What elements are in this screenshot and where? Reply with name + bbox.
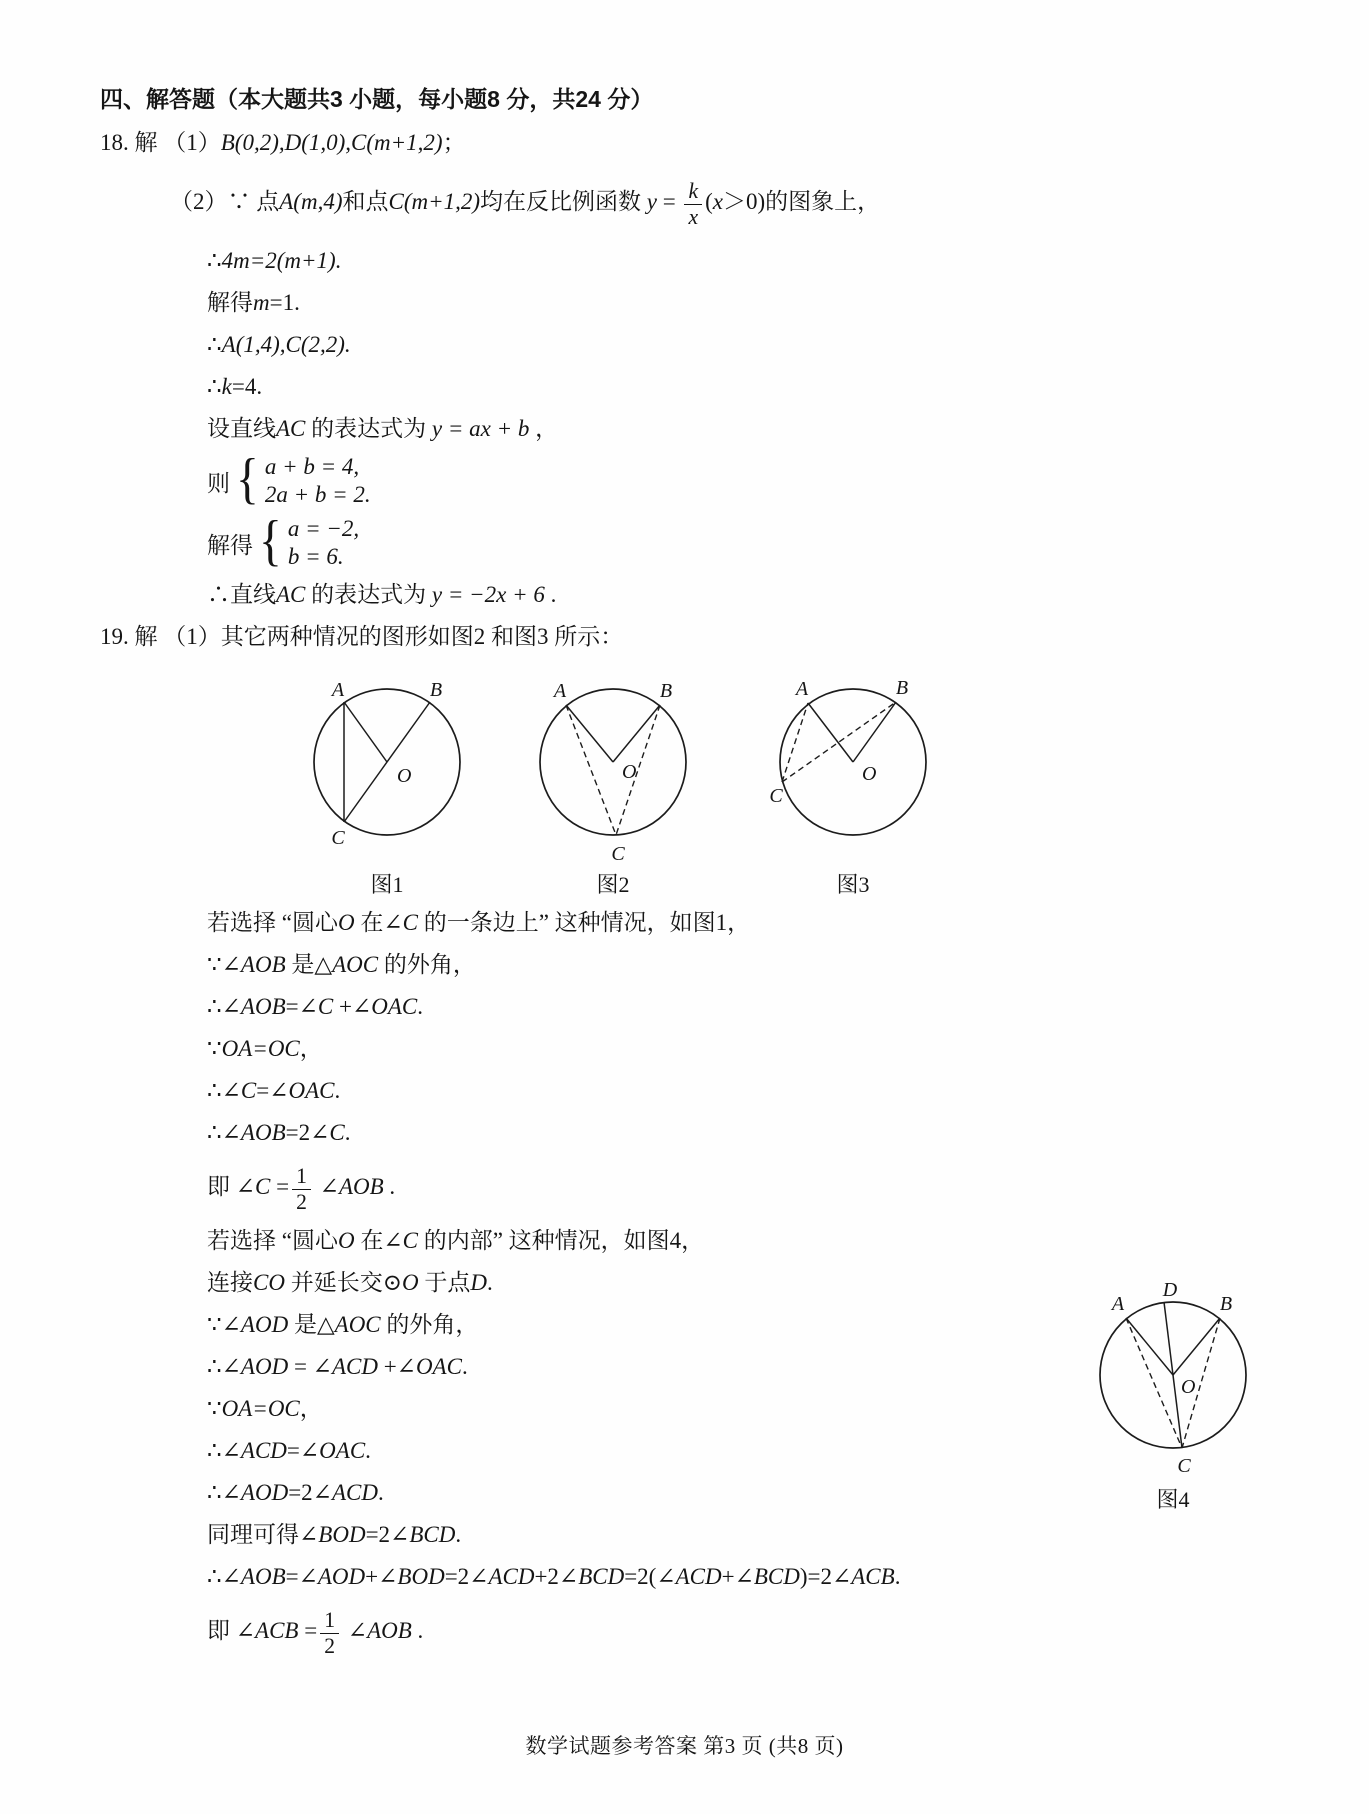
q19-line-15: ∴∠AOD=2∠ACD. [207, 1480, 384, 1505]
segment-ca-dashed [782, 703, 808, 782]
point-label-b: B [659, 680, 673, 702]
figure-3-diagram [768, 670, 938, 870]
q18-line-5: ∴A(1,4),C(2,2). [207, 332, 351, 357]
segment-ac-dashed [566, 705, 616, 835]
q19-line-9: 若选择 “圆心O 在∠C 的内部” 这种情况，如图4， [207, 1228, 705, 1253]
system-label: 则 [207, 470, 230, 496]
segment-ao [808, 703, 853, 762]
point-label-o: O [397, 765, 412, 787]
q19-line-7: ∴∠AOB=2∠C. [207, 1120, 351, 1145]
figure-row [302, 670, 1369, 898]
q19-line-11: ∵∠AOD 是△AOC 的外角， [207, 1312, 479, 1337]
diameter-dc [1164, 1302, 1182, 1448]
figure-3-caption: 图3 [836, 872, 870, 897]
system-equation-1: a + b = 4, [264, 454, 360, 479]
q19-line-18: 即 ∠ACB = $\frac{1}{2}$ ∠AOB . [207, 1607, 424, 1658]
point-label-a: A [795, 678, 809, 700]
figure-2-caption: 图2 [596, 872, 630, 897]
segment-bo [853, 702, 896, 762]
point-label-b: B [895, 677, 909, 699]
figure-3 [768, 670, 938, 898]
q19-line-17: ∴∠AOB=∠AOD+∠BOD=2∠ACD+2∠BCD=2(∠ACD+∠BCD)=2∠ACB. [207, 1564, 901, 1589]
page-footer: 数学试题参考答案 第3 页 (共8 页) [525, 1734, 844, 1758]
q19-line-6: ∴∠C=∠OAC. [207, 1078, 341, 1103]
q19-line-4: ∴∠AOB=∠C +∠OAC. [207, 994, 423, 1019]
point-label-d: D [1162, 1280, 1178, 1301]
q19-line-12: ∴∠AOD = ∠ACD +∠OAC. [207, 1354, 468, 1379]
system-equations [288, 515, 359, 571]
q18-line-2: （2）∵ 点A(m,4)和点C(m+1,2)均在反比例函数 y = $\frac{k}{x}$ (x＞0)的图象上， [170, 178, 881, 229]
q19-line-3: ∵∠AOB 是△AOC 的外角， [207, 952, 476, 977]
point-label-o: O [622, 761, 637, 783]
point-label-b: B [1219, 1293, 1233, 1315]
q19-line-16: 同理可得∠BOD=2∠BCD. [207, 1522, 462, 1547]
equation-system-1 [207, 450, 1369, 512]
point-label-o: O [862, 763, 877, 785]
figure-1-caption: 图1 [370, 872, 404, 897]
point-label-o: O [1181, 1376, 1196, 1398]
q19-line-8: 即 ∠C = $\frac{1}{2}$ ∠AOB . [207, 1163, 396, 1214]
system-equation-2: 2a + b = 2. [264, 482, 371, 507]
figure-2-diagram [528, 670, 698, 870]
q19-line-14: ∴∠ACD=∠OAC. [207, 1438, 371, 1463]
point-label-c: C [331, 827, 345, 849]
segment-ao [566, 705, 613, 762]
segment-ao [1126, 1318, 1173, 1375]
point-label-c: C [769, 785, 783, 807]
q18-line-3: ∴4m=2(m+1). [207, 248, 342, 273]
figure-2 [528, 670, 698, 898]
figure-1-diagram [302, 670, 472, 870]
segment-bo [613, 705, 660, 762]
system-label: 解得 [207, 532, 253, 558]
system-equation-2: b = 6. [287, 544, 344, 569]
q18-line-10: ∴直线AC 的表达式为 y = −2x + 6 . [207, 582, 557, 607]
figure-1 [302, 670, 472, 898]
q18-line-7: 设直线AC 的表达式为 y = ax + b ， [207, 416, 559, 441]
q19-line-5: ∵OA=OC， [207, 1036, 323, 1061]
figure-4-caption: 图4 [1156, 1487, 1190, 1512]
point-label-a: A [553, 680, 567, 702]
q19-answer-line: 19. 解 （1）其它两种情况的图形如图2 和图3 所示： [100, 624, 624, 649]
q18-line-4: 解得m=1. [207, 290, 300, 315]
q18-answer-line: 18. 解 （1）B(0,2),D(1,0),C(m+1,2)； [100, 130, 466, 155]
figure-4-diagram [1078, 1280, 1268, 1485]
segment-ao [344, 702, 387, 762]
q19-line-13: ∵OA=OC， [207, 1396, 323, 1421]
point-label-b: B [429, 679, 443, 701]
q19-line-2: 若选择 “圆心O 在∠C 的一条边上” 这种情况，如图1， [207, 910, 751, 935]
point-label-a: A [331, 679, 345, 701]
equation-system-2 [207, 512, 1369, 574]
q18-line-6: ∴k=4. [207, 374, 263, 399]
point-label-c: C [611, 843, 625, 865]
system-equation-1: a = −2, [287, 516, 360, 541]
q19-line-10: 连接CO 并延长交⊙O 于点D. [207, 1270, 493, 1295]
brace-symbol: { [259, 510, 282, 572]
point-label-a: A [1111, 1293, 1125, 1315]
brace-symbol: { [236, 448, 259, 510]
segment-bo [1173, 1318, 1220, 1375]
section-heading: 四、解答题（本大题共3 小题，每小题8 分，共24 分） [100, 86, 654, 112]
system-equations [265, 453, 371, 509]
point-label-c: C [1177, 1455, 1191, 1477]
figure-4 [1078, 1280, 1268, 1513]
